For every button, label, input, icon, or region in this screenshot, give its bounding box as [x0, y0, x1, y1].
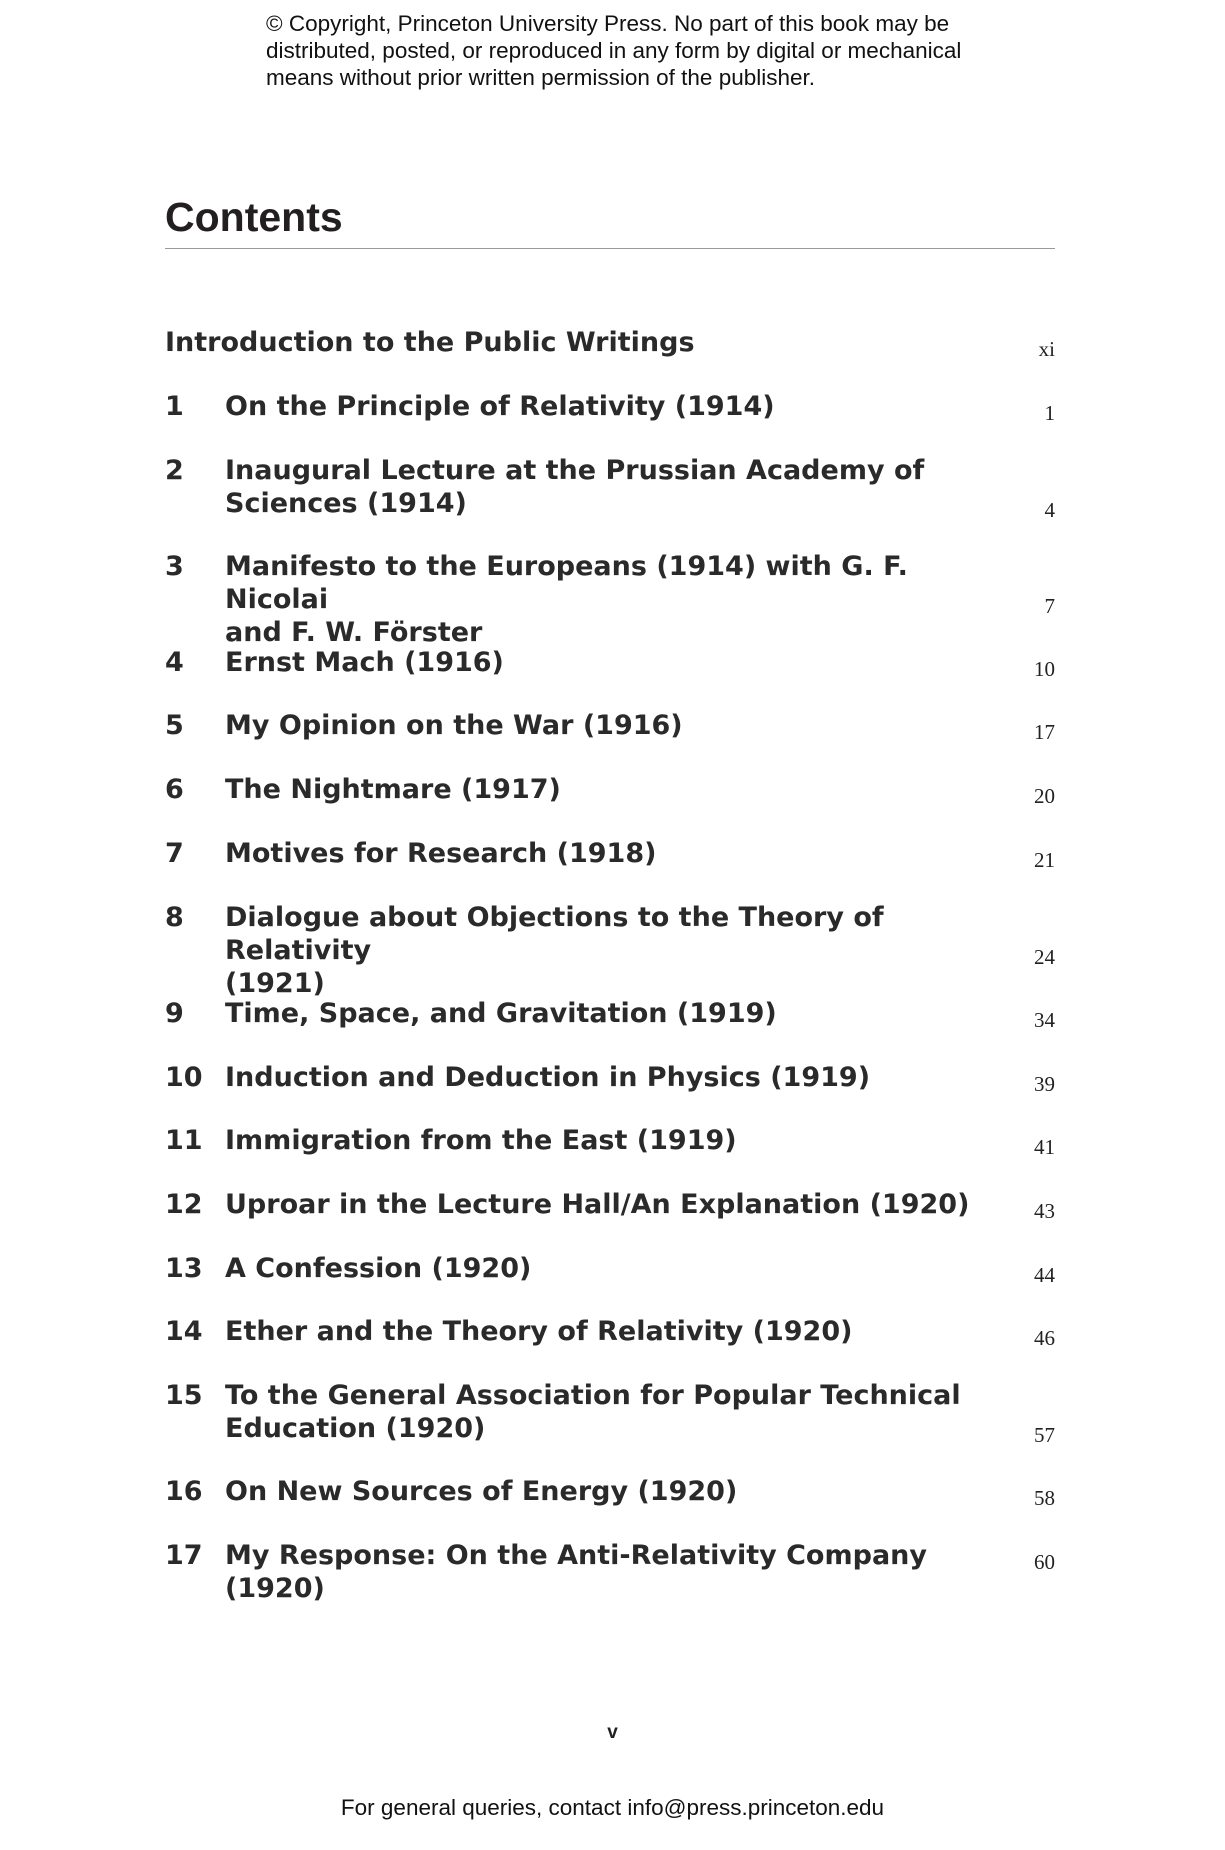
toc-entry-page: 20	[1034, 784, 1055, 808]
toc-entry-title-line: To the General Association for Popular Technical	[225, 1380, 961, 1411]
toc-entry-page: 41	[1034, 1135, 1055, 1159]
toc-entry-page: 39	[1034, 1072, 1055, 1096]
toc-entry-title: Ernst Mach (1916)	[225, 647, 504, 678]
toc-entry-title: My Response: On the Anti-Relativity Company (1920)	[225, 1540, 927, 1604]
toc-entry-number: 11	[165, 1125, 203, 1156]
toc-entry-page: 44	[1034, 1263, 1055, 1287]
toc-entry-title: The Nightmare (1917)	[225, 774, 561, 805]
toc-entry-title	[225, 454, 975, 520]
page-title: Contents	[165, 194, 343, 240]
toc-entry-number: 6	[165, 774, 184, 805]
toc-entry-number: 9	[165, 998, 184, 1029]
toc-entry-number: 17	[165, 1540, 203, 1571]
toc-entry-number: 3	[165, 551, 184, 582]
toc-entry-title: A Confession (1920)	[225, 1253, 532, 1284]
toc-entry-number: 7	[165, 838, 184, 869]
toc-entry-10[interactable]	[165, 1061, 1055, 1094]
copyright-line: distributed, posted, or reproduced in any form by digital or mechanical	[266, 38, 962, 63]
toc-entry-11[interactable]	[165, 1124, 1055, 1157]
toc-entry-15[interactable]	[165, 1379, 1055, 1445]
toc-entry-number: 16	[165, 1476, 203, 1507]
toc-entry-title-line: Education (1920)	[225, 1413, 486, 1444]
page-number: v	[607, 1722, 618, 1743]
toc-entry-13[interactable]	[165, 1252, 1055, 1285]
toc-entry-title: On the Principle of Relativity (1914)	[225, 391, 775, 422]
toc-entry-title: Induction and Deduction in Physics (1919)	[225, 1062, 871, 1093]
toc-entry-3[interactable]	[165, 550, 1055, 648]
toc-entry-page: 57	[1034, 1423, 1055, 1447]
toc-entry-page: 7	[1044, 594, 1055, 618]
toc-entry-page: 4	[1044, 498, 1055, 522]
toc-entry-4[interactable]	[165, 646, 1055, 679]
toc-entry-6[interactable]	[165, 773, 1055, 806]
toc-entry-title: Immigration from the East (1919)	[225, 1125, 737, 1156]
toc-entry-page: 34	[1034, 1008, 1055, 1032]
toc-entry-title-line: Dialogue about Objections to the Theory of Relativity	[225, 902, 884, 966]
toc-entry-number: 1	[165, 391, 184, 422]
toc-entry-9[interactable]	[165, 997, 1055, 1030]
toc-entry-introduction[interactable]	[165, 326, 1055, 359]
toc-entry-14[interactable]	[165, 1315, 1055, 1348]
toc-entry-title	[225, 550, 975, 649]
toc-entry-title: Introduction to the Public Writings	[165, 327, 695, 358]
toc-entry-number: 12	[165, 1189, 203, 1220]
toc-entry-page: 1	[1044, 401, 1055, 425]
toc-entry-title: On New Sources of Energy (1920)	[225, 1476, 738, 1507]
toc-entry-8[interactable]	[165, 901, 1055, 999]
toc-entry-number: 10	[165, 1062, 203, 1093]
toc-entry-12[interactable]	[165, 1188, 1055, 1221]
toc-entry-title: Motives for Research (1918)	[225, 838, 657, 869]
toc-entry-number: 15	[165, 1380, 203, 1411]
toc-entry-title-line: and F. W. Förster	[225, 617, 483, 648]
toc-entry-16[interactable]	[165, 1475, 1055, 1508]
copyright-line: means without prior written permission of the publisher.	[266, 65, 816, 90]
toc-entry-title: Uproar in the Lecture Hall/An Explanation (1920)	[225, 1189, 970, 1220]
toc-entry-title: Ether and the Theory of Relativity (1920)	[225, 1316, 853, 1347]
toc-entry-title-line: (1921)	[225, 968, 325, 999]
toc-entry-title	[225, 1379, 975, 1445]
toc-entry-title-line: Sciences (1914)	[225, 488, 467, 519]
copyright-line: © Copyright, Princeton University Press. No part of this book may be	[266, 11, 950, 36]
toc-entry-title-line: Manifesto to the Europeans (1914) with G. F. Nicolai	[225, 551, 908, 615]
copyright-notice	[266, 10, 966, 91]
toc-entry-1[interactable]	[165, 390, 1055, 423]
toc-entry-title: My Opinion on the War (1916)	[225, 710, 683, 741]
toc-entry-number: 8	[165, 902, 184, 933]
toc-entry-number: 2	[165, 455, 184, 486]
toc-entry-page: 43	[1034, 1199, 1055, 1223]
toc-entry-page: 17	[1034, 720, 1055, 744]
toc-entry-number: 4	[165, 647, 184, 678]
toc-entry-number: 14	[165, 1316, 203, 1347]
toc-entry-page: 58	[1034, 1486, 1055, 1510]
toc-entry-page: 60	[1034, 1550, 1055, 1574]
toc-entry-5[interactable]	[165, 709, 1055, 742]
toc-entry-title-line: Inaugural Lecture at the Prussian Academy of	[225, 455, 925, 486]
footer-contact-note: For general queries, contact info@press.princeton.edu	[340, 1795, 885, 1820]
toc-entry-page: 10	[1034, 657, 1055, 681]
toc-entry-title	[225, 901, 975, 1000]
toc-entry-number: 13	[165, 1253, 203, 1284]
toc-entry-17[interactable]	[165, 1539, 1055, 1604]
toc-entry-title: Time, Space, and Gravitation (1919)	[225, 998, 777, 1029]
title-divider	[165, 248, 1055, 249]
toc-entry-number: 5	[165, 710, 184, 741]
toc-entry-page: 21	[1034, 848, 1055, 872]
toc-entry-page: 24	[1034, 945, 1055, 969]
toc-entry-7[interactable]	[165, 837, 1055, 870]
toc-entry-page: xi	[1038, 337, 1055, 361]
toc-entry-2[interactable]	[165, 454, 1055, 520]
toc-entry-page: 46	[1034, 1326, 1055, 1350]
